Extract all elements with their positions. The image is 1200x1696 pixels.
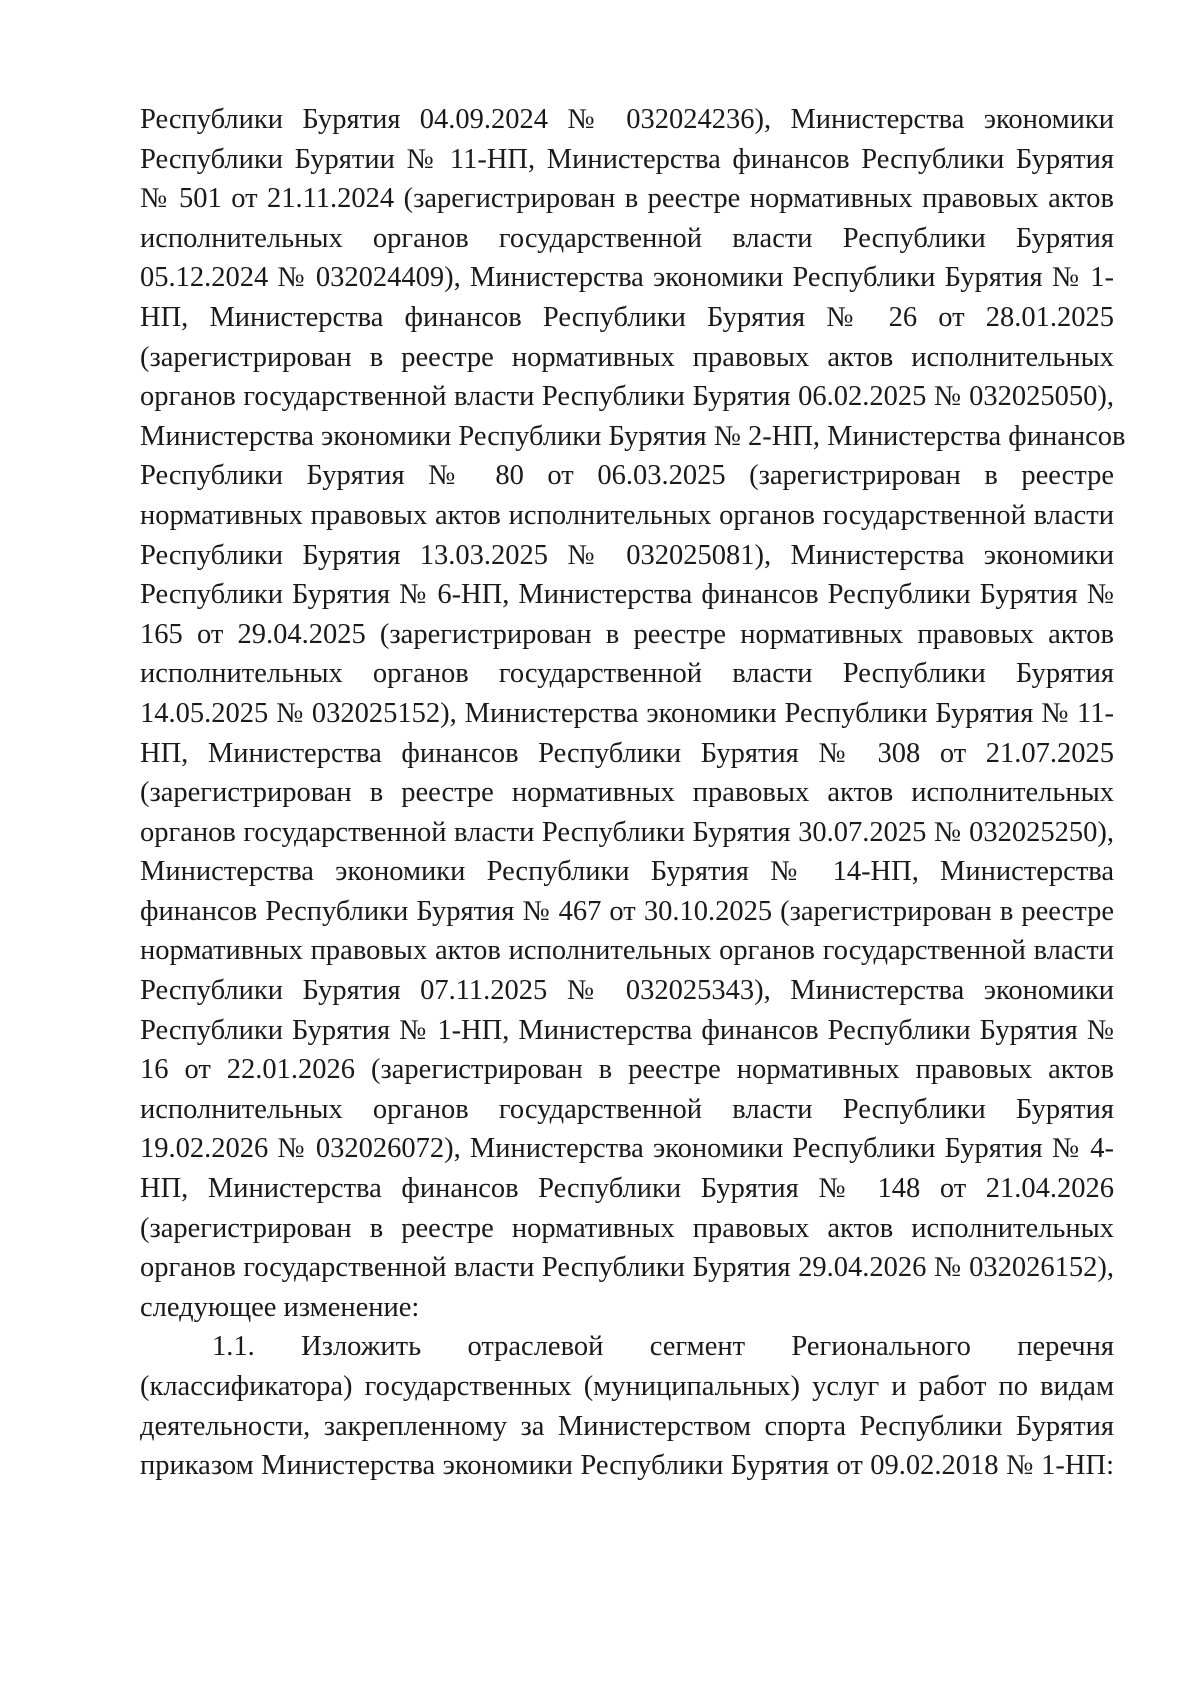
- text-line: (зарегистрирован в реестре нормативных правовых актов исполнительных: [140, 341, 1114, 373]
- text-line: исполнительных органов государственной власти Республики Бурятия: [140, 658, 1114, 690]
- text-line: 05.12.2024 № 032024409), Министерства экономики Республики Бурятия № 1-: [140, 262, 1114, 294]
- text-line: деятельности, закрепленному за Министерством спорта Республики Бурятия: [140, 1410, 1114, 1442]
- text-line: 1.1. Изложить отраслевой сегмент Регионального перечня: [212, 1331, 1114, 1363]
- text-line: 14.05.2025 № 032025152), Министерства экономики Республики Бурятия № 11-: [140, 697, 1114, 729]
- text-line: Министерства экономики Республики Бурятия № 14-НП, Министерства: [140, 856, 1114, 888]
- text-line: № 501 от 21.11.2024 (зарегистрирован в реестре нормативных правовых актов: [140, 183, 1114, 215]
- text-line: 19.02.2026 № 032026072), Министерства экономики Республики Бурятия № 4-: [140, 1133, 1114, 1165]
- text-line: Республики Бурятия 07.11.2025 № 032025343), Министерства экономики: [140, 975, 1114, 1007]
- text-line: нормативных правовых актов исполнительных органов государственной власти: [140, 499, 1114, 531]
- text-line: Республики Бурятия 04.09.2024 № 032024236), Министерства экономики: [140, 104, 1114, 135]
- document-body-text: [140, 100, 1126, 1486]
- text-line: приказом Министерства экономики Республики Бурятия от 09.02.2018 № 1-НП:: [140, 1450, 1114, 1482]
- text-line: Министерства экономики Республики Бурятия № 2-НП, Министерства финансов: [140, 420, 1126, 452]
- text-line: (зарегистрирован в реестре нормативных правовых актов исполнительных: [140, 1212, 1114, 1244]
- text-line: исполнительных органов государственной власти Республики Бурятия: [140, 1093, 1114, 1125]
- text-line: Республики Бурятия № 6-НП, Министерства финансов Республики Бурятия №: [140, 579, 1114, 611]
- text-line: следующее изменение:: [140, 1291, 420, 1323]
- text-line: органов государственной власти Республики Бурятия 06.02.2025 № 032025050),: [140, 381, 1114, 413]
- text-line: НП, Министерства финансов Республики Бурятия № 308 от 21.07.2025: [140, 737, 1114, 769]
- text-line: финансов Республики Бурятия № 467 от 30.10.2025 (зарегистрирован в реестре: [140, 895, 1114, 927]
- text-line: Республики Бурятия № 80 от 06.03.2025 (зарегистрирован в реестре: [140, 460, 1114, 492]
- text-line: Республики Бурятия 13.03.2025 № 032025081), Министерства экономики: [140, 539, 1114, 571]
- text-line: (классификатора) государственных (муниципальных) услуг и работ по видам: [140, 1371, 1114, 1402]
- text-line: органов государственной власти Республики Бурятия 30.07.2025 № 032025250),: [140, 816, 1114, 848]
- text-line: органов государственной власти Республики Бурятия 29.04.2026 № 032026152),: [140, 1252, 1114, 1284]
- text-line: нормативных правовых актов исполнительных органов государственной власти: [140, 935, 1114, 967]
- text-line: НП, Министерства финансов Республики Бурятия № 26 от 28.01.2025: [140, 301, 1114, 333]
- text-line: НП, Министерства финансов Республики Бурятия № 148 от 21.04.2026: [140, 1173, 1114, 1205]
- text-line: Республики Бурятии № 11-НП, Министерства финансов Республики Бурятия: [140, 143, 1114, 175]
- text-line: 16 от 22.01.2026 (зарегистрирован в реестре нормативных правовых актов: [140, 1054, 1114, 1086]
- text-line: 165 от 29.04.2025 (зарегистрирован в реестре нормативных правовых актов: [140, 618, 1114, 650]
- text-line: Республики Бурятия № 1-НП, Министерства финансов Республики Бурятия №: [140, 1014, 1114, 1046]
- text-line: исполнительных органов государственной власти Республики Бурятия: [140, 222, 1114, 254]
- text-line: (зарегистрирован в реестре нормативных правовых актов исполнительных: [140, 777, 1114, 809]
